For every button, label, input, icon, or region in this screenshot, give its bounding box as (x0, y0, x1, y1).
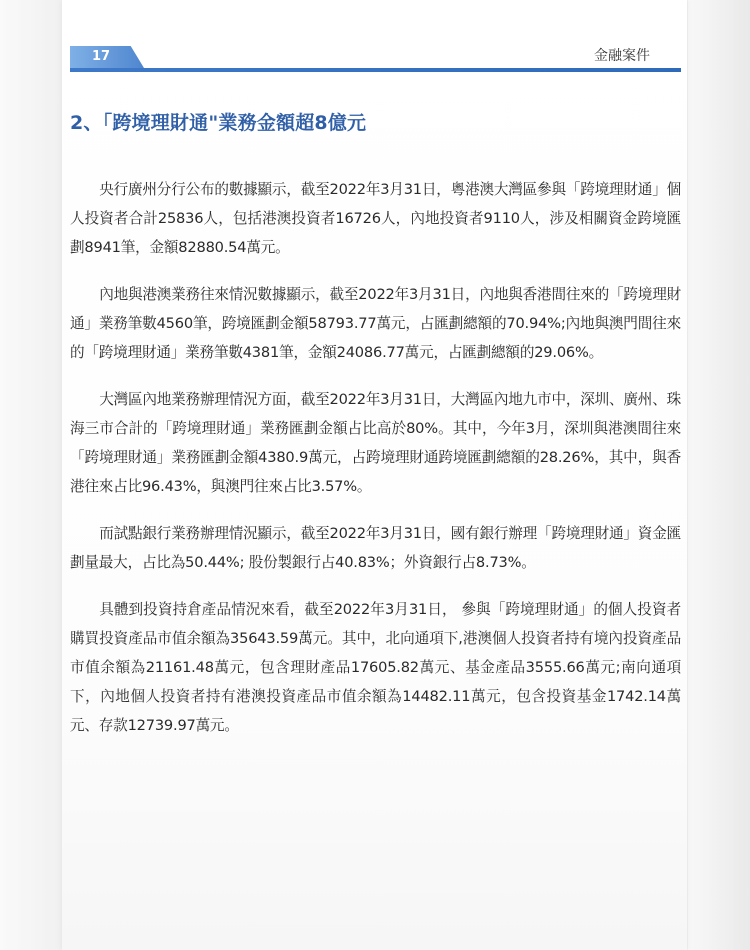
paragraph: 具體到投資持倉產品情況來看，截至2022年3月31日， 參與「跨境理財通」的個人投資者購買投資產品市值余額為35643.59萬元。其中，北向通項下,港澳個人投資者持有境內投資產品市值余額為21161.48萬元，包含理財產品17605.82萬元、基金產品3555.66萬元;南向通項下，內地個人投資者持有港澳投資產品市值余額為14482.11萬元，包含投資基金1742.14萬元、存款12739.97萬元。 (70, 601, 681, 734)
paragraph: 而試點銀行業務辦理情況顯示，截至2022年3月31日，國有銀行辦理「跨境理財通」資金匯劃量最大，占比為50.44%; 股份製銀行占40.83%；外資銀行占8.73%。 (70, 525, 681, 571)
article-body (70, 175, 681, 758)
header-section-name: 金融案件 (594, 48, 650, 64)
page-number: 17 (91, 49, 111, 64)
paragraph: 內地與港澳業務往來情況數據顯示，截至2022年3月31日，內地與香港間往來的「跨境理財通」業務筆數4560筆，跨境匯劃金額58793.77萬元，占匯劃總額的70.94%;內地與澳門間往來的「跨境理財通」業務筆數4381筆，金額24086.77萬元，占匯劃總額的29.06%。 (70, 286, 681, 361)
paragraph: 央行廣州分行公布的數據顯示，截至2022年3月31日，粵港澳大灣區參與「跨境理財通」個人投資者合計25836人，包括港澳投資者16726人，內地投資者9110人，涉及相關資金跨境匯劃8941筆，金額82880.54萬元。 (70, 181, 681, 256)
header-divider (70, 68, 681, 72)
section-title: 2、「跨境理財通"業務金額超8億元 (70, 112, 367, 134)
paragraph: 大灣區內地業務辦理情況方面，截至2022年3月31日，大灣區內地九市中，深圳、廣州、珠海三市合計的「跨境理財通」業務匯劃金額占比高於80%。其中，今年3月，深圳與港澳間往來「跨境理財通」業務匯劃金額4380.9萬元，占跨境理財通跨境匯劃總額的28.26%，其中，與香港往來占比96.43%，與澳門往來占比3.57%。 (70, 391, 681, 495)
